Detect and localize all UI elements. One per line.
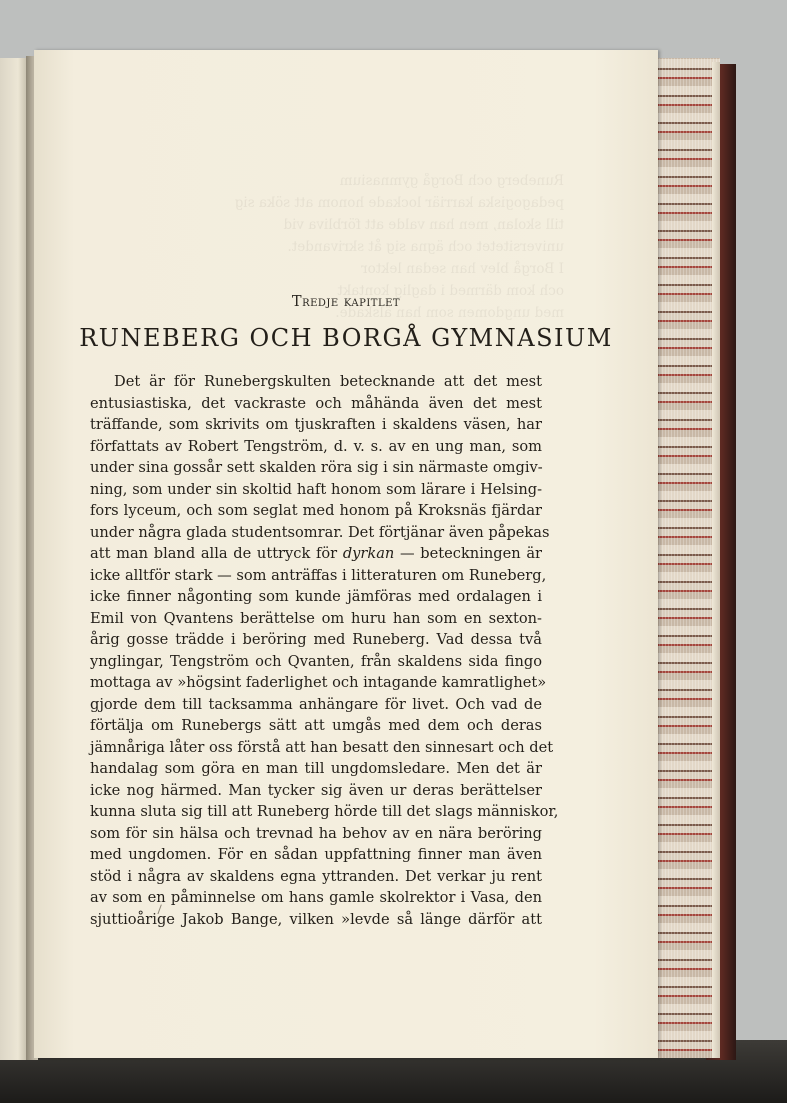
text-line: entusiastiska, det vackraste och måhända även det mest	[90, 394, 542, 412]
text-line: sjuttioårige Jakob Bange, vilken »levde så länge därför att	[90, 910, 542, 928]
text-line: stöd i några av skaldens egna yttranden. Det verkar ju rent	[90, 867, 542, 885]
text-line: träffande, som skrivits om tjuskraften i skaldens väsen, har	[90, 416, 542, 433]
text-line: författats av Robert Tengström, d. v. s. av en ung man, som	[90, 437, 542, 455]
text-line: av som en påminnelse om hans gamle skolrektor i Vasa, den	[90, 889, 542, 906]
book-page	[34, 50, 658, 1058]
text-line: fors lyceum, och som seglat med honom på Kroksnäs fjärdar	[90, 502, 542, 519]
show-through-text: Runeberg och Borgå gymnasium pedagogiska karriär lockade honom att söka sig till skolan, men han valde att förbliva vid universitetet och ägna sig åt skrivandet. I Borgå blev han sedan lektor och kom därmed i daglig kontakt med ungdomen som han älskade.	[234, 173, 564, 321]
text-line: under sina gossår sett skalden röra sig i sin närmaste omgiv-	[90, 459, 543, 476]
text-line: icke alltför stark — som anträffas i litteraturen om Runeberg,	[90, 566, 547, 584]
text-line: förtälja om Runebergs sätt att umgås med dem och deras	[90, 717, 542, 734]
page-block-edge	[712, 62, 720, 1058]
text-line: med ungdomen. För en sådan uppfattning finner man även	[90, 846, 542, 863]
text-line: handalag som göra en man till ungdomsledare. Men det är	[90, 760, 542, 777]
text-line: Det är för Runebergskulten betecknande att det mest	[114, 373, 542, 390]
text-line: gjorde dem till tacksamma anhängare för livet. Och vad de	[90, 695, 542, 713]
text-line: under några glada studentsomrar. Det förtjänar även påpekas	[90, 523, 550, 541]
chapter-title: RUNEBERG OCH BORGÅ GYMNASIUM	[79, 324, 613, 352]
text-line: jämnåriga låter oss förstå att han besatt den sinnesart och det	[90, 738, 554, 756]
text-line: mottaga av »högsint faderlighet och intagande kamratlighet»	[90, 674, 547, 691]
text-line: Emil von Qvantens berättelse om huru han som en sexton-	[90, 609, 542, 627]
text-line: som för sin hälsa och trevnad ha behov av en nära beröring	[90, 824, 542, 842]
text-line: icke finner någonting som kunde jämföras med ordalagen i	[90, 588, 542, 605]
body-paragraph	[90, 371, 559, 930]
text-line: kunna sluta sig till att Runeberg hörde till det slags människor,	[90, 803, 559, 820]
text-line: ynglingar, Tengström och Qvanten, från skaldens sida fingo	[90, 652, 542, 670]
marbled-page-edges	[654, 58, 720, 1058]
text-line: årig gosse trädde i beröring med Runeberg. Vad dessa två	[90, 631, 542, 648]
text-line: ning, som under sin skoltid haft honom som lärare i Helsing-	[90, 480, 542, 498]
text-line: icke nog härmed. Man tycker sig även ur deras berättelser	[90, 781, 542, 799]
text-line: att man bland alla de uttryck för dyrkan — beteckningen är	[90, 545, 542, 562]
chapter-label: Tredje kapitlet	[291, 294, 401, 310]
